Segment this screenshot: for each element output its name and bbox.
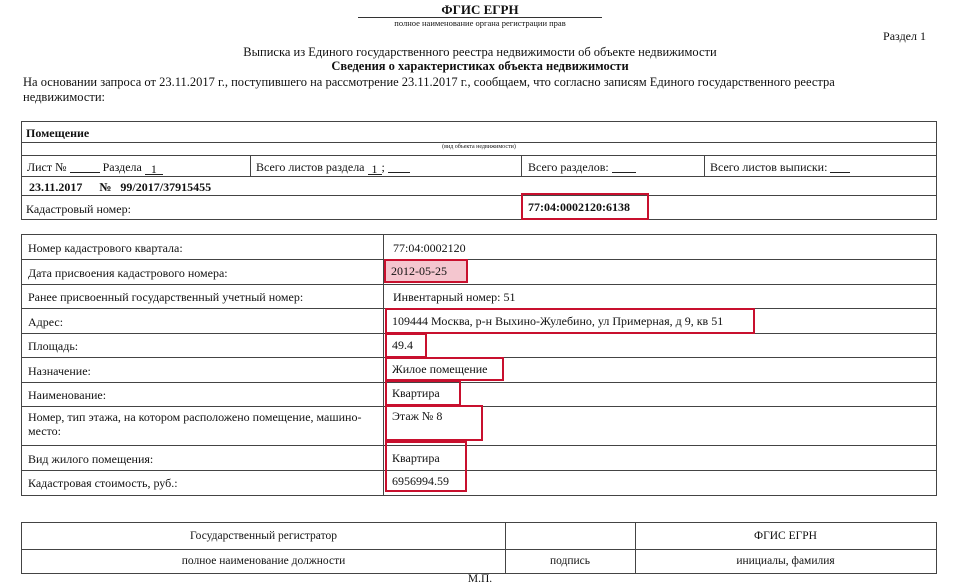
position-caption: полное наименование должности [181,555,346,567]
row-label-floor: Номер, тип этажа, на котором расположено помещение, машино-место: [28,410,362,438]
signature-caption: подпись [549,555,591,567]
floor-value: Этаж № 8 [385,405,483,441]
object-type: Помещение [26,126,90,140]
row-label-cadastral-value: Кадастровая стоимость, руб.: [28,476,178,490]
org-caption: полное наименование органа регистрации прав [394,18,566,28]
initials-caption: инициалы, фамилия [736,555,835,567]
registrar-title: Государственный регистратор [190,530,337,542]
row-label-name: Наименование: [28,388,107,402]
sheet-blank [70,160,100,173]
row-label-dwelling-type: Вид жилого помещения: [28,452,154,466]
document-title: Выписка из Единого государственного реестра недвижимости об объекте недвижимости [243,45,717,59]
object-table [21,121,937,220]
org-name: ФГИС ЕГРН [441,2,519,17]
extract-date-number: 23.11.2017 № 99/2017/37915455 [29,180,212,194]
signature-table [21,522,937,574]
object-type-underline [22,142,936,143]
address-value: 109444 Москва, р-н Выхино-Жулебино, ул Примерная, д 9, кв 51 [385,308,755,334]
document-subtitle: Сведения о характеристиках объекта недвижимости [331,59,629,73]
section-number: Раздел 1 [883,29,926,43]
object-type-caption: (вид объекта недвижимости) [442,144,516,150]
assign-date-value: 2012-05-25 [384,259,468,283]
name-value: Квартира [385,380,461,406]
sheet-field: Лист № Раздела 1 [27,160,163,175]
purpose-value: Жилое помещение [385,357,504,381]
row-label-area: Площадь: [28,339,79,353]
intro-text: На основании запроса от 23.11.2017 г., поступившего на рассмотрение 23.11.2017 г., сообщаем, что согласно записям Единого государственного реестра недвижимости: [23,75,835,104]
row-value-prev-number: Инвентарный номер: 51 [393,290,516,304]
row-label-prev-number: Ранее присвоенный государственный учетный номер: [28,290,304,304]
section-value: 1 [145,162,163,175]
row-label-quarter: Номер кадастрового квартала: [28,241,183,255]
area-value: 49.4 [385,333,427,358]
stamp-place: М.П. [467,573,493,585]
sheets-in-section-field: Всего листов раздела 1 ; [256,160,410,175]
cadastral-value-value: 6956994.59 [392,474,449,488]
row-label-purpose: Назначение: [28,364,91,378]
cadastral-label: Кадастровый номер: [26,202,131,216]
registrar-org: ФГИС ЕГРН [754,530,817,542]
row-label-assign-date: Дата присвоения кадастрового номера: [28,266,228,280]
row-value-quarter: 77:04:0002120 [393,241,466,255]
dwelling-type-value: Квартира 6956994.59 [385,441,467,492]
row-label-address: Адрес: [28,315,64,329]
extract-sheets-field: Всего листов выписки: [710,160,850,175]
sections-total-field: Всего разделов: [528,160,636,175]
cadastral-number: 77:04:0002120:6138 [521,193,649,220]
